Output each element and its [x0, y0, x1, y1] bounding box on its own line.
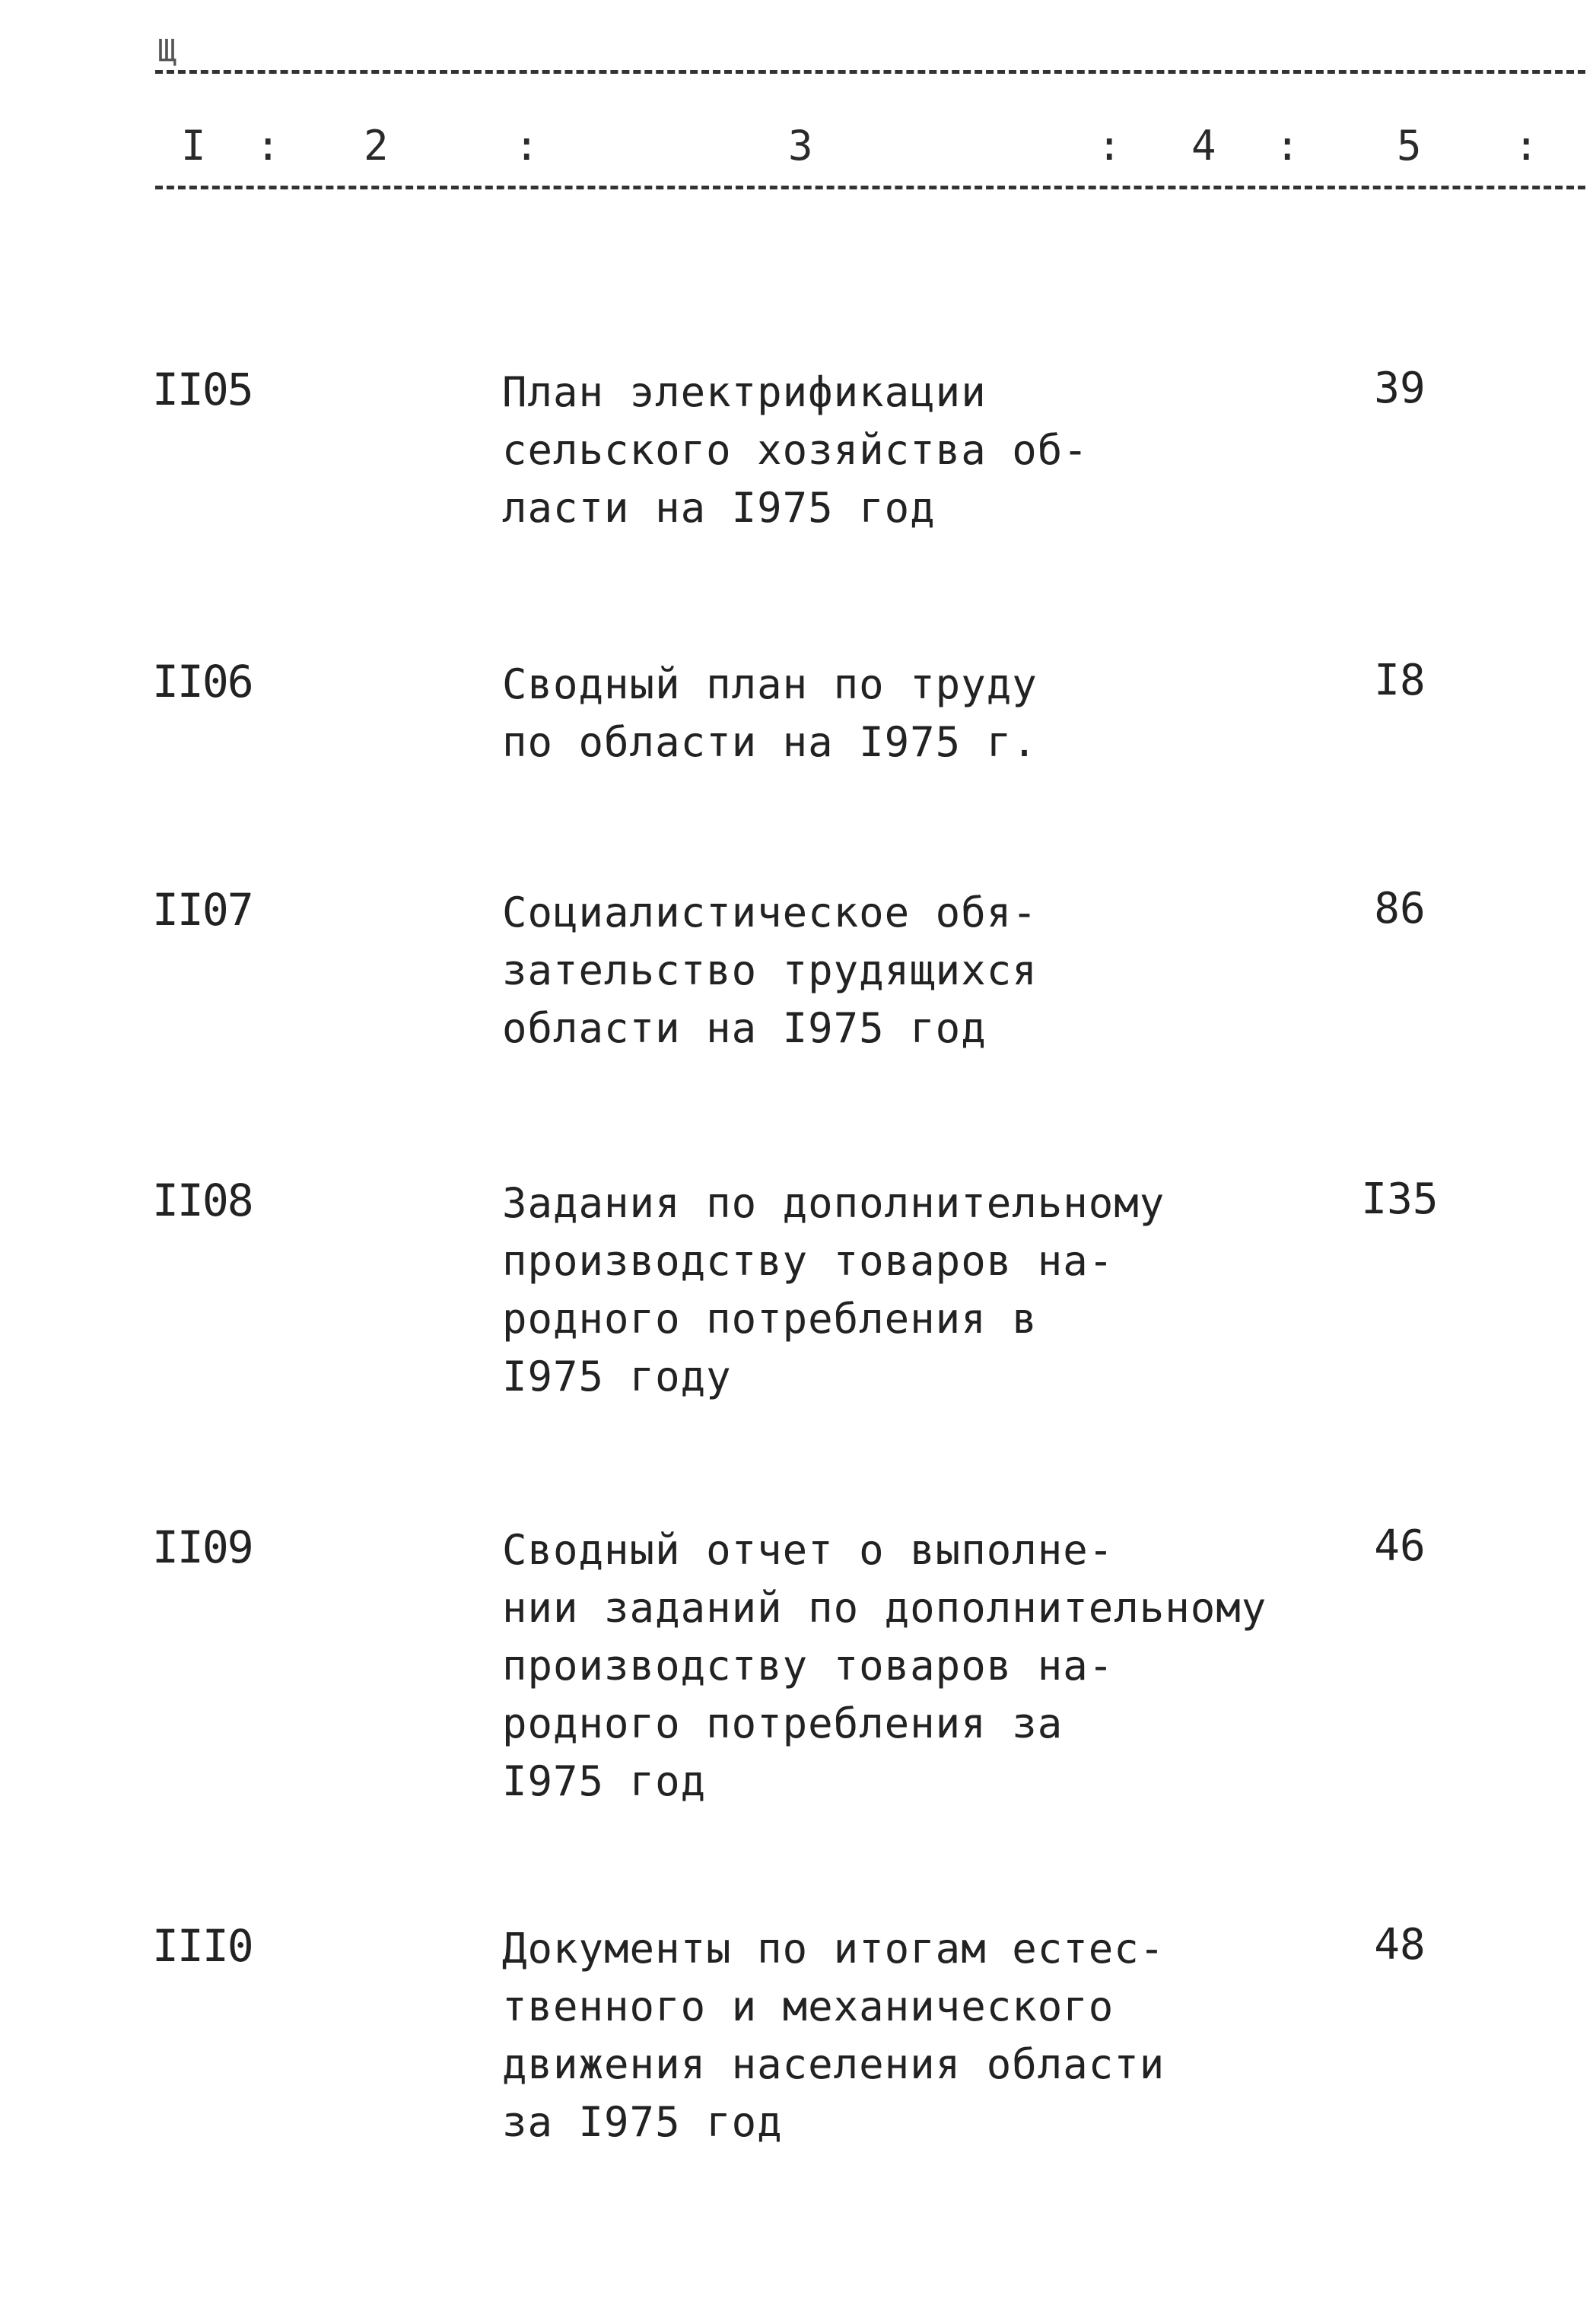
entry-title-line: Задания по дополнительному: [502, 1179, 1165, 1227]
entry-title-line: Сводный план по труду: [502, 660, 1038, 708]
entry-sheet-count: I35: [1361, 1175, 1439, 1224]
column-separator: :: [1097, 122, 1122, 170]
entry-title: [502, 884, 1263, 1057]
column-header-1: I: [181, 122, 206, 170]
entry-title-line: твенного и механического: [502, 1982, 1114, 2030]
column-separator: :: [514, 122, 539, 170]
entry-title-line: производству товаров на-: [502, 1237, 1114, 1285]
column-header-2: 2: [364, 122, 389, 170]
entry-title: [502, 1521, 1267, 1811]
entry-title: [502, 656, 1263, 771]
entry-sheet-count: 46: [1374, 1521, 1426, 1571]
entry-title-line: зательство трудящихся: [502, 946, 1038, 994]
header-top-rule: [155, 70, 1585, 74]
entry-title-line: Документы по итогам естес-: [502, 1925, 1165, 1973]
column-separator: :: [1275, 122, 1300, 170]
entry-title: [502, 1175, 1263, 1406]
column-header-5: 5: [1397, 122, 1422, 170]
entry-number: II08: [152, 1175, 253, 1226]
entry-number: II06: [152, 656, 253, 707]
entry-number: II05: [152, 364, 253, 415]
entry-number: III0: [152, 1920, 253, 1972]
column-separator: :: [256, 122, 281, 170]
entry-title-line: нии заданий по дополнительному: [502, 1584, 1267, 1632]
entry-sheet-count: 48: [1374, 1920, 1426, 1970]
column-header-3: 3: [788, 122, 813, 170]
entry-title-line: движения населения области: [502, 2040, 1165, 2088]
entry-title-line: I975 году: [502, 1353, 732, 1400]
entry-sheet-count: 86: [1374, 884, 1426, 933]
entry-title-line: за I975 год: [502, 2098, 783, 2146]
entry-number: II07: [152, 884, 253, 936]
entry-title: [502, 1920, 1263, 2151]
entry-title-line: по области на I975 г.: [502, 718, 1038, 766]
entry-title-line: Социалистическое обя-: [502, 889, 1038, 936]
header-bottom-rule: [155, 186, 1585, 189]
entry-number: II09: [152, 1521, 253, 1573]
entry-title-line: родного потребления в: [502, 1295, 1038, 1343]
corner-mark: Щ: [158, 33, 177, 68]
entry-title-line: родного потребления за: [502, 1699, 1064, 1747]
entry-sheet-count: 39: [1374, 364, 1426, 413]
column-separator: :: [1514, 122, 1539, 170]
entry-sheet-count: I8: [1374, 656, 1426, 705]
entry-title-line: сельского хозяйства об-: [502, 426, 1089, 474]
entry-title-line: План электрификации: [502, 368, 987, 416]
column-header-4: 4: [1191, 122, 1216, 170]
entry-title: [502, 364, 1263, 537]
entry-title-line: Сводный отчет о выполне-: [502, 1526, 1114, 1574]
entry-title-line: производству товаров на-: [502, 1642, 1114, 1690]
entry-title-line: области на I975 год: [502, 1004, 987, 1052]
entry-title-line: ласти на I975 год: [502, 484, 936, 532]
entry-title-line: I975 год: [502, 1757, 707, 1805]
